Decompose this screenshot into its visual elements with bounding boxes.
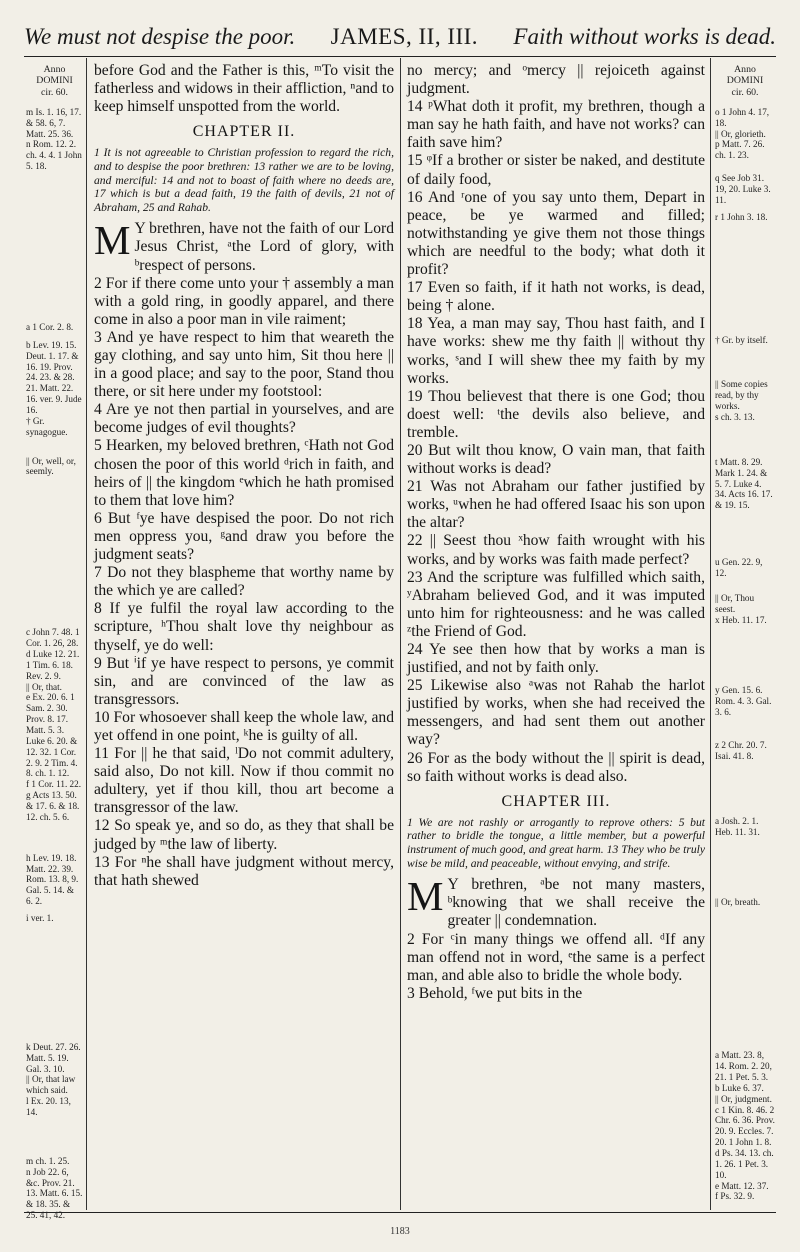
margin-note: a 1 Cor. 2. 8. bbox=[26, 321, 74, 332]
header-left: We must not despise the poor. bbox=[24, 24, 296, 49]
verse-text: Y brethren, have not the faith of our Lord Jesus Christ, ᵃthe Lord of glory, with ᵇrespect of persons. bbox=[134, 220, 394, 274]
anno-domini-left: Anno DOMINI cir. 60. bbox=[36, 64, 73, 98]
margin-note: || Or, breath. bbox=[715, 897, 761, 908]
margin-note: || Or, that. bbox=[26, 681, 62, 692]
header-right: Faith without works is dead. bbox=[513, 24, 776, 49]
verse-2-15: 15 ᵠIf a brother or sister be naked, and destitute of daily food, bbox=[407, 152, 705, 188]
margin-note: s ch. 3. 13. bbox=[715, 411, 755, 422]
verse-2-9: 9 But ⁱif ye have respect to persons, ye commit sin, and are convinced of the law as transgressors. bbox=[94, 654, 394, 708]
margin-note: l Ex. 20. 13, 14. bbox=[26, 1096, 71, 1118]
left-margin-rule bbox=[86, 58, 87, 1210]
verse-1-27-continued: before God and the Father is this, ᵐTo visit the fatherless and widows in their affliction, ⁿand to keep himself unspotted from the world. bbox=[94, 62, 394, 116]
page-number: 1183 bbox=[390, 1226, 410, 1237]
margin-note: † Gr. synagogue. bbox=[26, 415, 68, 437]
anno-domini-right: Anno DOMINI cir. 60. bbox=[726, 64, 764, 98]
verse-2-17: 17 Even so faith, if it hath not works, is dead, being † alone. bbox=[407, 279, 705, 315]
margin-note: i ver. 1. bbox=[26, 913, 54, 924]
margin-note: r 1 John 3. 18. bbox=[715, 211, 768, 222]
margin-note: || Or, Thou seest. bbox=[715, 592, 755, 614]
footer-rule bbox=[24, 1212, 776, 1213]
drop-cap: M bbox=[407, 873, 444, 920]
text-column-1 bbox=[94, 62, 394, 890]
verse-3-1 bbox=[407, 873, 705, 930]
left-margin-notes bbox=[26, 64, 83, 1221]
verse-2-8: 8 If ye fulfil the royal law according to the scripture, ʰThou shalt love thy neighbour as thyself, ye do well: bbox=[94, 600, 394, 654]
margin-note: h Lev. 19. 18. Matt. 22. 39. Rom. 13. 8, 9. Gal. 5. 14. & 6. 2. bbox=[26, 852, 79, 907]
chapter-3-summary: 1 We are not rashly or arrogantly to reprove others: 5 but rather to bridle the tongue, a little member, but a powerful instrument of much good, and great harm. 13 They who be truly wise be mild, and peaceable, without envying, and strife. bbox=[407, 815, 705, 870]
verse-2-14: 14 ᵖWhat doth it profit, my brethren, though a man say he hath faith, and have not works? can faith save him? bbox=[407, 98, 705, 152]
verse-2-2: 2 For if there come unto your † assembly a man with a gold ring, in goodly apparel, and there come in also a poor man in vile raiment; bbox=[94, 274, 394, 328]
margin-note: t Matt. 8. 29. Mark 1. 24. & 5. 7. Luke 4. 34. Acts 16. 17. & 19. 15. bbox=[715, 456, 773, 511]
margin-note: c John 7. 48. 1 Cor. 1. 26, 28. bbox=[26, 627, 80, 649]
margin-note: || Or, glorieth. bbox=[715, 128, 766, 139]
verse-2-13-continued: no mercy; and ᵒmercy || rejoiceth against judgment. bbox=[407, 62, 705, 98]
margin-note: k Deut. 27. 26. Matt. 5. 19. Gal. 3. 10. bbox=[26, 1041, 81, 1074]
verse-2-5: 5 Hearken, my beloved brethren, ᶜHath not God chosen the poor of this world ᵈrich in faith, and heirs of || the kingdom ᵉwhich he hath promised to them that love him? bbox=[94, 437, 394, 509]
verse-2-26: 26 For as the body without the || spirit is dead, so faith without works is dead also. bbox=[407, 749, 705, 785]
verse-text: Y brethren, ᵃbe not many masters, ᵇknowing that we shall receive the greater || condemnation. bbox=[447, 876, 705, 930]
text-column-2 bbox=[407, 62, 705, 1003]
center-column-rule bbox=[400, 58, 401, 1210]
verse-3-2: 2 For ᶜin many things we offend all. ᵈIf any man offend not in word, ᵉthe same is a perfect man, and able also to bridle the whole body. bbox=[407, 930, 705, 984]
verse-2-18: 18 Yea, a man may say, Thou hast faith, and I have works: shew me thy faith || without thy works, ˢand I will shew thee my faith by my works. bbox=[407, 315, 705, 387]
verse-2-11: 11 For || he that said, ˡDo not commit adultery, said also, Do not kill. Now if thou commit no adultery, yet if thou kill, thou art become a transgressor of the law. bbox=[94, 745, 394, 817]
verse-2-1 bbox=[94, 217, 394, 274]
margin-note: d Ps. 34. 13. ch. 1. 26. 1 Pet. 3. 10. bbox=[715, 1148, 774, 1180]
margin-note: q See Job 31. 19, 20. Luke 3. 11. bbox=[715, 173, 771, 205]
margin-note: m ch. 1. 25. bbox=[26, 1155, 70, 1166]
margin-note: p Matt. 7. 26. ch. 1. 23. bbox=[715, 139, 765, 161]
verse-2-25: 25 Likewise also ᵃwas not Rahab the harlot justified by works, when she had received the messengers, and had sent them out another way? bbox=[407, 677, 705, 749]
verse-2-6: 6 But ᶠye have despised the poor. Do not rich men oppress you, ᵍand draw you before the judgment seats? bbox=[94, 509, 394, 564]
drop-cap: M bbox=[94, 217, 131, 264]
running-header bbox=[24, 8, 776, 54]
chapter-heading-3: CHAPTER III. bbox=[501, 792, 611, 810]
margin-note: m Is. 1. 16, 17. & 58. 6, 7. Matt. 25. 36. bbox=[26, 106, 82, 139]
chapter-2-summary: 1 It is not agreeable to Christian profession to regard the rich, and to despise the poor brethren: 13 rather we are to be loving, and merciful: 14 and not to boast of faith where no deeds are, 17 which is but a dead faith, 19 the faith of devils, 21 not of Abraham, 25 and Rahab. bbox=[94, 146, 394, 214]
margin-note: a Josh. 2. 1. Heb. 11. 31. bbox=[715, 815, 760, 837]
right-margin-notes bbox=[715, 64, 775, 1202]
margin-note: g Acts 13. 50. & 17. 6. & 18. 12. ch. 5. 6. bbox=[26, 790, 80, 822]
verse-2-4: 4 Are ye not then partial in yourselves, and are become judges of evil thoughts? bbox=[94, 401, 394, 437]
margin-note: n Rom. 12. 2. ch. 4. 4. 1 John 5. 18. bbox=[26, 139, 82, 172]
margin-note: || Or, well, or, seemly. bbox=[26, 455, 76, 477]
margin-note: n Job 22. 6, &c. Prov. 21. 13. Matt. 6. 15. & 18. 35. & 25. 41, 42. bbox=[26, 1166, 83, 1221]
verse-2-16: 16 And ʳone of you say unto them, Depart in peace, be ye warmed and filled; notwithstanding ye give them not those things which are needful to the body; what doth it profit? bbox=[407, 188, 705, 279]
margin-note: || Or, that law which said. bbox=[26, 1074, 76, 1096]
margin-note: b Luke 6. 37. bbox=[715, 1082, 764, 1093]
verse-2-7: 7 Do not they blaspheme that worthy name by the which ye are called? bbox=[94, 564, 394, 600]
margin-note: f 1 Cor. 11. 22. bbox=[26, 779, 82, 790]
margin-note: o 1 John 4. 17, 18. bbox=[715, 106, 770, 128]
header-rule bbox=[24, 56, 776, 57]
verse-2-13: 13 For ⁿhe shall have judgment without mercy, that hath shewed bbox=[94, 853, 394, 889]
margin-note: e Ex. 20. 6. 1 Sam. 2. 30. Prov. 8. 17. Matt. 5. 3. Luke 6. 20. & 12. 32. 1 Cor. 2. 9. 2 Tim. 4. 8. ch. 1. 12. bbox=[26, 692, 78, 779]
margin-note: || Or, judgment. bbox=[715, 1093, 772, 1104]
chapter-heading-2: CHAPTER II. bbox=[192, 123, 296, 141]
margin-note: f Ps. 32. 9. bbox=[715, 1191, 755, 1202]
verse-2-3: 3 And ye have respect to him that weareth the gay clothing, and say unto him, Sit thou here || in a good place; and say to the poor, Stand thou there, or sit here under my footstool: bbox=[94, 328, 394, 401]
verse-2-19: 19 Thou believest that there is one God; thou doest well: ᵗthe devils also believe, and tremble. bbox=[407, 387, 705, 441]
margin-note: z 2 Chr. 20. 7. Isai. 41. 8. bbox=[715, 740, 767, 761]
margin-note: b Lev. 19. 15. Deut. 1. 17. & 16. 19. Prov. 24. 23. & 28. 21. Matt. 22. 16. ver. 9. Jude 16. bbox=[26, 339, 82, 415]
header-center: JAMES, II, III. bbox=[330, 24, 479, 49]
verse-3-3: 3 Behold, ᶠwe put bits in the bbox=[407, 984, 583, 1002]
verse-2-22: 22 || Seest thou ˣhow faith wrought with his works, and by works was faith made perfect? bbox=[407, 532, 705, 568]
verse-2-23: 23 And the scripture was fulfilled which saith, ʸAbraham believed God, and it was imputed unto him for righteousness: and he was called ᶻthe Friend of God. bbox=[407, 568, 705, 640]
verse-2-21: 21 Was not Abraham our father justified by works, ᵘwhen he had offered Isaac his son upon the altar? bbox=[407, 478, 705, 532]
margin-note: e Matt. 12. 37. bbox=[715, 1180, 769, 1191]
margin-note: || Some copies read, by thy works. bbox=[715, 379, 768, 412]
verse-2-12: 12 So speak ye, and so do, as they that shall be judged by ᵐthe law of liberty. bbox=[94, 817, 394, 853]
margin-note: x Heb. 11. 17. bbox=[715, 614, 767, 625]
margin-note: u Gen. 22. 9, 12. bbox=[715, 557, 763, 578]
verse-2-20: 20 But wilt thou know, O vain man, that faith without works is dead? bbox=[407, 441, 705, 478]
margin-note: y Gen. 15. 6. Rom. 4. 3. Gal. 3. 6. bbox=[715, 685, 772, 718]
verse-2-10: 10 For whosoever shall keep the whole law, and yet offend in one point, ᵏhe is guilty of all. bbox=[94, 708, 394, 744]
margin-note: a Matt. 23. 8, 14. Rom. 2. 20, 21. 1 Pet. 5. 3. bbox=[715, 1050, 772, 1083]
margin-note: c 1 Kin. 8. 46. 2 Chr. 6. 36. Prov. 20. 9. Eccles. 7. 20. 1 John 1. 8. bbox=[715, 1104, 775, 1148]
margin-note: † Gr. by itself. bbox=[715, 334, 768, 345]
right-margin-rule bbox=[710, 58, 711, 1210]
verse-2-24: 24 Ye see then how that by works a man is justified, and not by faith only. bbox=[407, 641, 705, 677]
margin-note: d Luke 12. 21. 1 Tim. 6. 18. Rev. 2. 9. bbox=[26, 648, 80, 681]
